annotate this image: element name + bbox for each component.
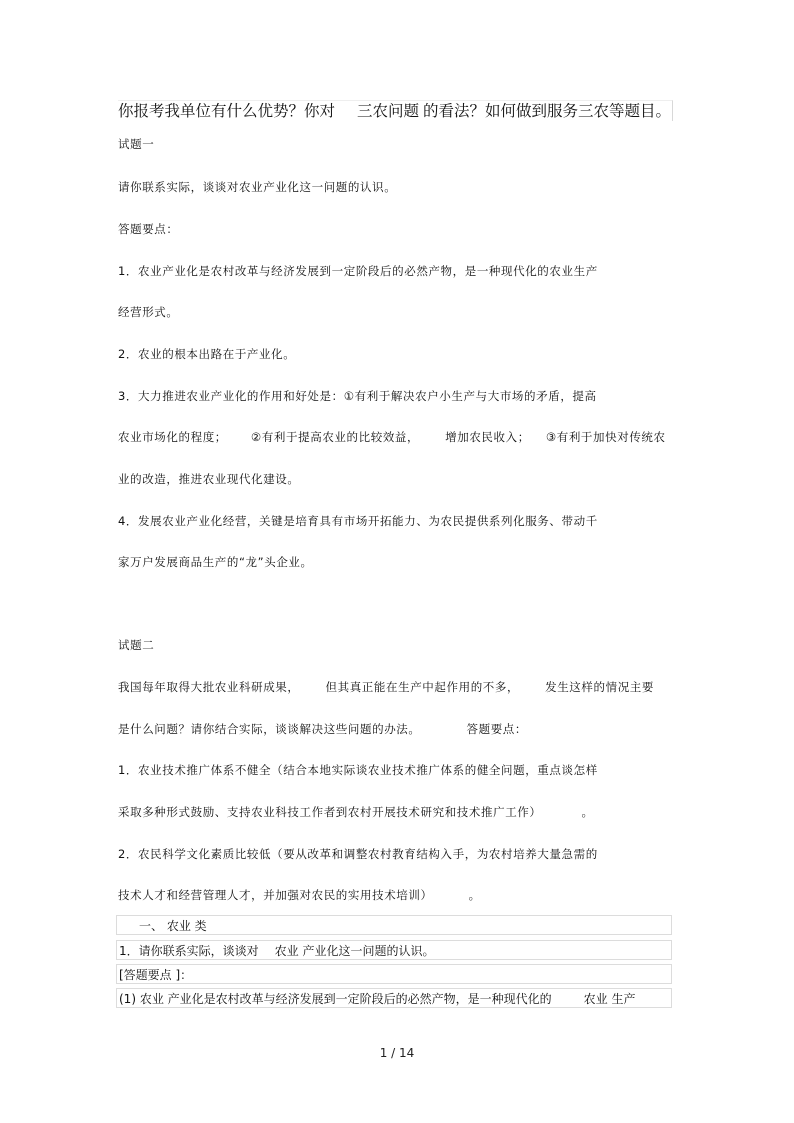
- q2-point-2-line-2-a: 技术人才和经营管理人才，并加强对农民的实用技术培训）: [118, 888, 433, 902]
- section-point-1-a: (1) 农业 产业化是农村改革与经济发展到一定阶段后的必然产物，是一种现代化的: [119, 992, 552, 1006]
- q1-question: 请你联系实际，谈谈对农业产业化这一问题的认识。: [118, 180, 397, 194]
- title-part-3: 的看法？如何做到服务三农等题目。: [423, 102, 672, 120]
- q2-question-line-2-a: 是什么问题？请你结合实际，谈谈解决这些问题的办法。: [118, 722, 421, 736]
- page-number: 1 / 14: [379, 1046, 415, 1060]
- q2-point-1-line-1: 1．农业技术推广体系不健全（结合本地实际谈农业技术推广体系的健全问题，重点谈怎样: [118, 763, 598, 777]
- q2-point-1-line-2-b: 。: [581, 805, 594, 819]
- q1-point-1-line-1: 1．农业产业化是农村改革与经济发展到一定阶段后的必然产物，是一种现代化的农业生产: [118, 264, 598, 278]
- q2-point-2-line-1: 2．农民科学文化素质比较低（要从改革和调整农村教育结构入手，为农村培养大量急需的: [118, 847, 598, 861]
- q1-point-3-line-3: 业的改造，推进农业现代化建设。: [118, 472, 300, 486]
- q1-point-3-line-1: 3．大力推进农业产业化的作用和好处是：①有利于解决农户小生产与大市场的矛盾，提高: [118, 389, 597, 403]
- q2-point-2-line-2-b: 。: [468, 888, 481, 902]
- q2-question-line-1-a: 我国每年取得大批农业科研成果，: [118, 680, 300, 694]
- q2-question-line-1-b: 但其真正能在生产中起作用的不多，: [325, 680, 520, 694]
- q2-point-2-line-2: [118, 888, 481, 902]
- section-heading: 一、 农业 类: [116, 915, 672, 935]
- title-part-2: 三农问题: [357, 102, 420, 120]
- section-answer-label: [答题要点 ]：: [116, 964, 672, 984]
- q1-point-4-line-1: 4．发展农业产业化经营，关键是培育具有市场开拓能力、为农民提供系列化服务、带动千: [118, 514, 598, 528]
- q1-point-1-line-2: 经营形式。: [118, 305, 179, 319]
- q2-question-line-1: [118, 680, 654, 694]
- section-point-1-b: 农业 生产: [583, 992, 636, 1006]
- q1-point-3-line-2-a: 农业市场化的程度；: [118, 430, 227, 444]
- q1-point-3-line-2-b: ②有利于提高农业的比较效益，: [250, 430, 420, 444]
- section-item-1: [116, 940, 672, 960]
- q1-heading: 试题一: [118, 137, 155, 151]
- q2-question-line-2: [118, 722, 527, 736]
- q2-answer-label: 答题要点：: [466, 722, 527, 736]
- q1-answer-label: 答题要点：: [118, 222, 179, 236]
- q2-question-line-1-c: 发生这样的情况主要: [545, 680, 655, 694]
- section-item-1-a: 1．请你联系实际，谈谈对: [119, 944, 259, 958]
- q1-point-3-line-2-d: ③有利于加快对传统农: [545, 430, 666, 444]
- q1-point-2: 2．农业的根本出路在于产业化。: [118, 347, 296, 361]
- q1-point-3-line-2-c: 增加农民收入；: [445, 430, 530, 444]
- q2-point-1-line-2: [118, 805, 594, 819]
- q1-point-4-line-2: 家万户发展商品生产的“龙”头企业。: [118, 555, 313, 569]
- q2-heading: 试题二: [118, 638, 155, 652]
- q2-point-1-line-2-a: 采取多种形式鼓励、支持农业科技工作者到农村开展技术研究和技术推广工作）: [118, 805, 542, 819]
- title-part-1: 你报考我单位有什么优势？你对: [118, 102, 336, 120]
- document-title: [118, 100, 673, 121]
- section-item-1-b: 农业 产业化这一问题的认识。: [274, 944, 435, 958]
- section-point-1: [116, 988, 672, 1008]
- q1-point-3-line-2: [118, 430, 666, 444]
